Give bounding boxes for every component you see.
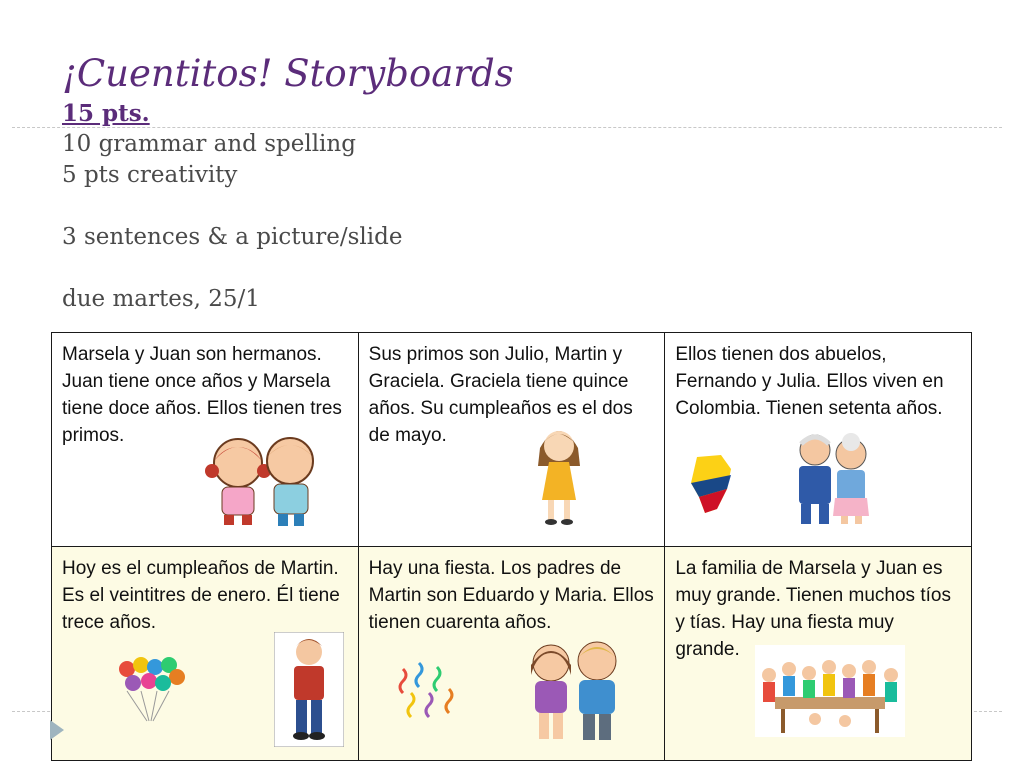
colombia-map-flag [687,453,737,518]
girl-illustration [534,418,584,528]
story-text: Ellos tienen dos abuelos, Fernando y Julia. Ellos viven en Colombia. Tienen setenta años. [675,344,944,419]
slide-header [62,52,962,315]
rubric-grammar: 10 grammar and spelling [62,131,356,157]
points-total: 15 pts. [62,100,150,127]
requirements: 3 sentences & a picture/slide [62,224,403,250]
balloons-illustration [117,655,187,725]
storyboard-table [51,332,972,761]
story-cell-5 [358,547,665,761]
story-text: Sus primos son Julio, Martin y Graciela. Graciela tiene quince años. Su cumpleaños es el dos de mayo. [368,344,633,446]
story-cell-3 [665,333,972,547]
two-kids-illustration [202,433,327,528]
parents-illustration [519,639,629,744]
story-text: Marsela y Juan son hermanos. Juan tiene once años y Marsela tiene doce años. Ellos tienen tres primos. [62,344,342,446]
story-cell-6 [665,547,972,761]
story-cell-4 [52,547,359,761]
due-date: due martes, 25/1 [62,286,260,312]
story-text: Hoy es el cumpleaños de Martin. Es el veintitres de enero. Él tiene trece años. [62,558,340,633]
confetti-illustration [397,659,463,725]
story-cell-1 [52,333,359,547]
family-party-illustration [755,645,905,737]
rubric-creativity: 5 pts creativity [62,162,238,188]
slide-title: ¡Cuentitos! Storyboards [62,52,514,95]
grandparents-illustration [785,428,880,528]
slide-bullet-arrow-icon [50,720,64,740]
story-text: La familia de Marsela y Juan es muy grande. Tienen muchos tíos y tías. Hay una fiesta muy grande. [675,558,951,660]
story-cell-2 [358,333,665,547]
boy-illustration [274,632,344,747]
story-text: Hay una fiesta. Los padres de Martin son Eduardo y Maria. Ellos tienen cuarenta años. [368,558,654,633]
